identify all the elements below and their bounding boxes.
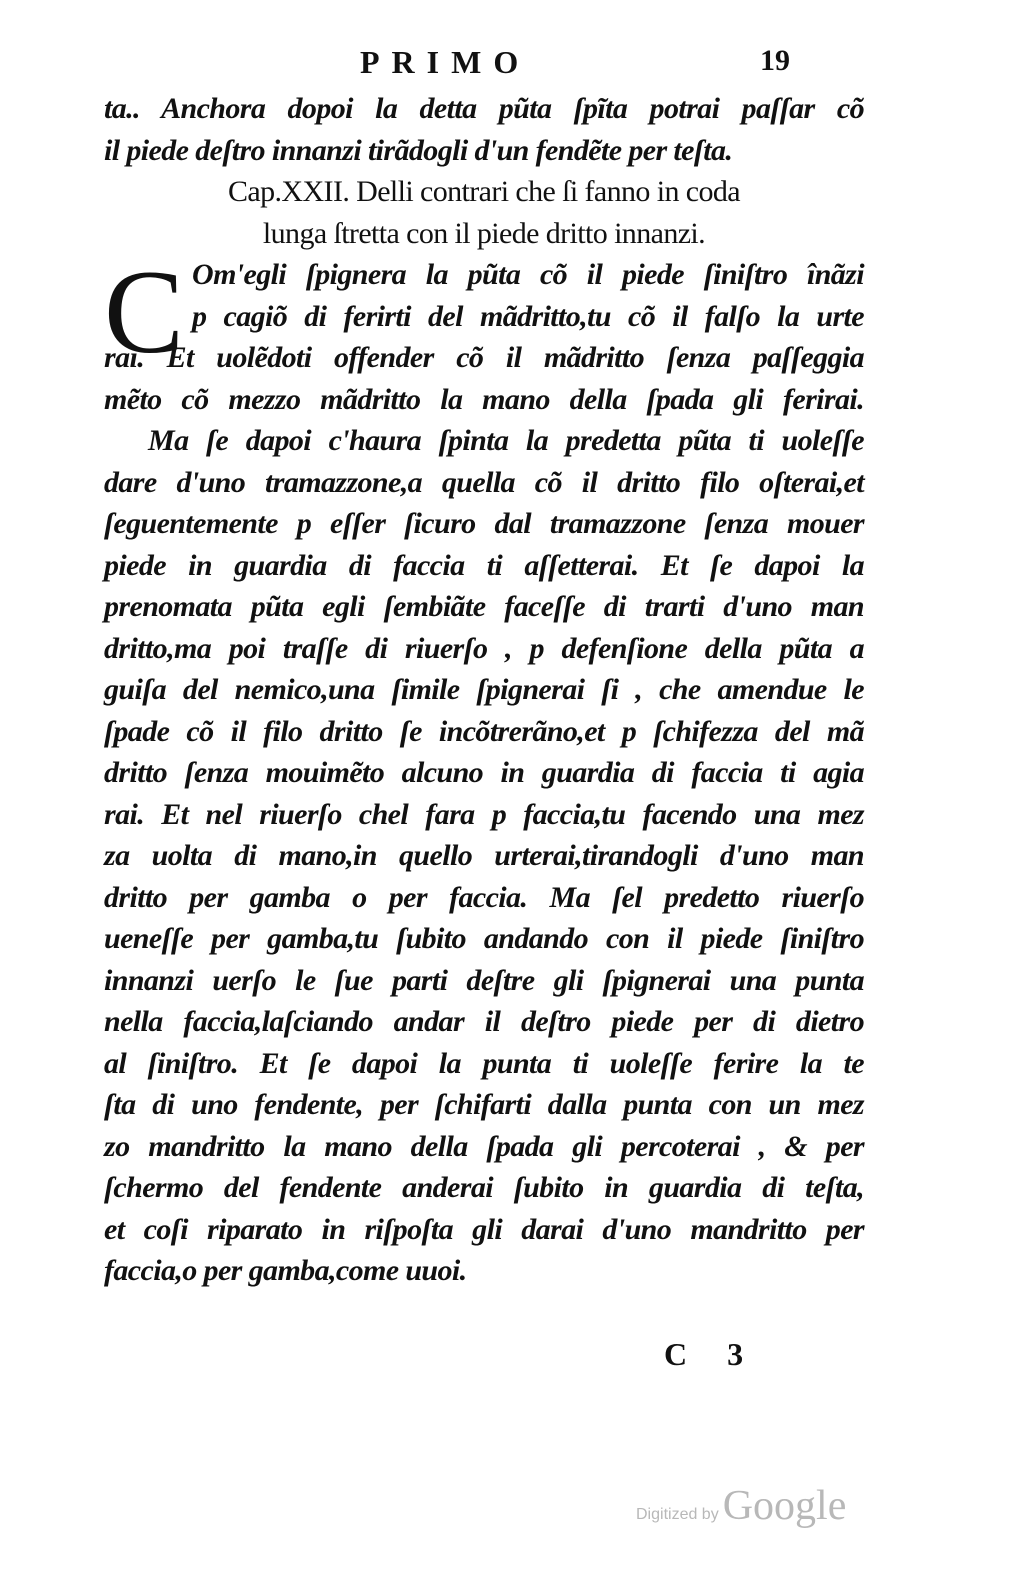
text-line: p cagiõ di ferirti del mãdritto,tu cõ il falſo la urte: [192, 299, 864, 333]
text-line: et coſi riparato in riſpoſta gli darai d'uno mandritto per: [104, 1212, 864, 1246]
text-line: ueneſſe per gamba,tu ſubito andando con il piede ſiniſtro: [104, 922, 864, 955]
paragraph: [104, 245, 864, 1292]
chapter-heading-line: Cap.XXII. Delli contrari che ſi fanno in coda: [228, 175, 740, 208]
chapter-heading: [104, 171, 864, 254]
text-line: Om'egli ſpignera la pũta cõ il piede ſiniſtro înãzi: [192, 258, 864, 291]
text-line: za uolta di mano,in quello urterai,tirandogli d'uno man: [104, 839, 864, 872]
text-line: innanzi uerſo le ſue parti deſtre gli ſpignerai una punta: [104, 963, 864, 997]
text-line: al ſiniſtro. Et ſe dapoi la punta ti uoleſſe ferire la te: [104, 1046, 864, 1080]
text-line: piede in guardia di faccia ti aſſetterai. Et ſe dapoi la: [104, 548, 864, 582]
text-line: dritto ſenza mouimẽto alcuno in guardia di faccia ti agia: [104, 756, 864, 789]
digitization-watermark: [636, 1482, 846, 1530]
text-line: zo mandritto la mano della ſpada gli percoterai , & per: [104, 1129, 864, 1163]
chapter-heading-line: lunga ſtretta con il piede dritto innanzi.: [262, 216, 706, 250]
body-text: [104, 88, 864, 1292]
text-line: ſchermo del fendente anderai ſubito in guardia di teſta,: [104, 1171, 864, 1204]
watermark-small-text: Digitized by: [636, 1506, 719, 1523]
text-line: dritto,ma poi traſſe di riuerſo , p defenſione della pũta a: [104, 631, 864, 665]
running-head: PRIMO: [360, 44, 531, 80]
google-logo-text: Google: [722, 1483, 847, 1529]
text-line: guiſa del nemico,una ſimile ſpignerai ſi , che amendue le: [104, 673, 864, 706]
signature-mark: C 3: [664, 1336, 760, 1372]
text-line: dritto per gamba o per faccia. Ma ſel predetto riuerſo: [104, 880, 864, 914]
text-line: Ma ſe dapoi c'haura ſpinta la predetta pũta ti uoleſſe: [148, 424, 864, 457]
text-line: dare d'uno tramazzone,a quella cõ il dritto filo oſterai,et: [104, 465, 864, 499]
text-line: ta.. Anchora dopoi la detta pũta ſpĩta potrai paſſar cõ: [104, 92, 864, 125]
text-line: mẽto cõ mezzo mãdritto la mano della ſpada gli ferirai.: [104, 382, 864, 416]
text-line: il piede deſtro innanzi tirãdogli d'un fendẽte per teſta.: [104, 133, 733, 167]
text-line: rai. Et uolẽdoti offender cõ il mãdritto ſenza paſſeggia: [104, 341, 864, 374]
text-line: faccia,o per gamba,come uuoi.: [104, 1254, 467, 1287]
text-line: prenomata pũta egli ſembiãte faceſſe di trarti d'uno man: [104, 590, 864, 623]
drop-initial: C: [104, 245, 185, 378]
text-line: nella faccia,laſciando andar il deſtro piede per di dietro: [104, 1005, 864, 1038]
text-line: ſpade cõ il filo dritto ſe incõtrerãno,et p ſchifezza del mã: [104, 714, 864, 748]
text-line: ſta di uno fendente, per ſchifarti dalla punta con un mez: [104, 1088, 864, 1121]
text-line: rai. Et nel riuerſo chel fara p faccia,tu facendo una mez: [104, 797, 864, 831]
page-number: 19: [760, 44, 790, 77]
text-line: ſeguentemente p eſſer ſicuro dal tramazzone ſenza mouer: [104, 507, 864, 540]
